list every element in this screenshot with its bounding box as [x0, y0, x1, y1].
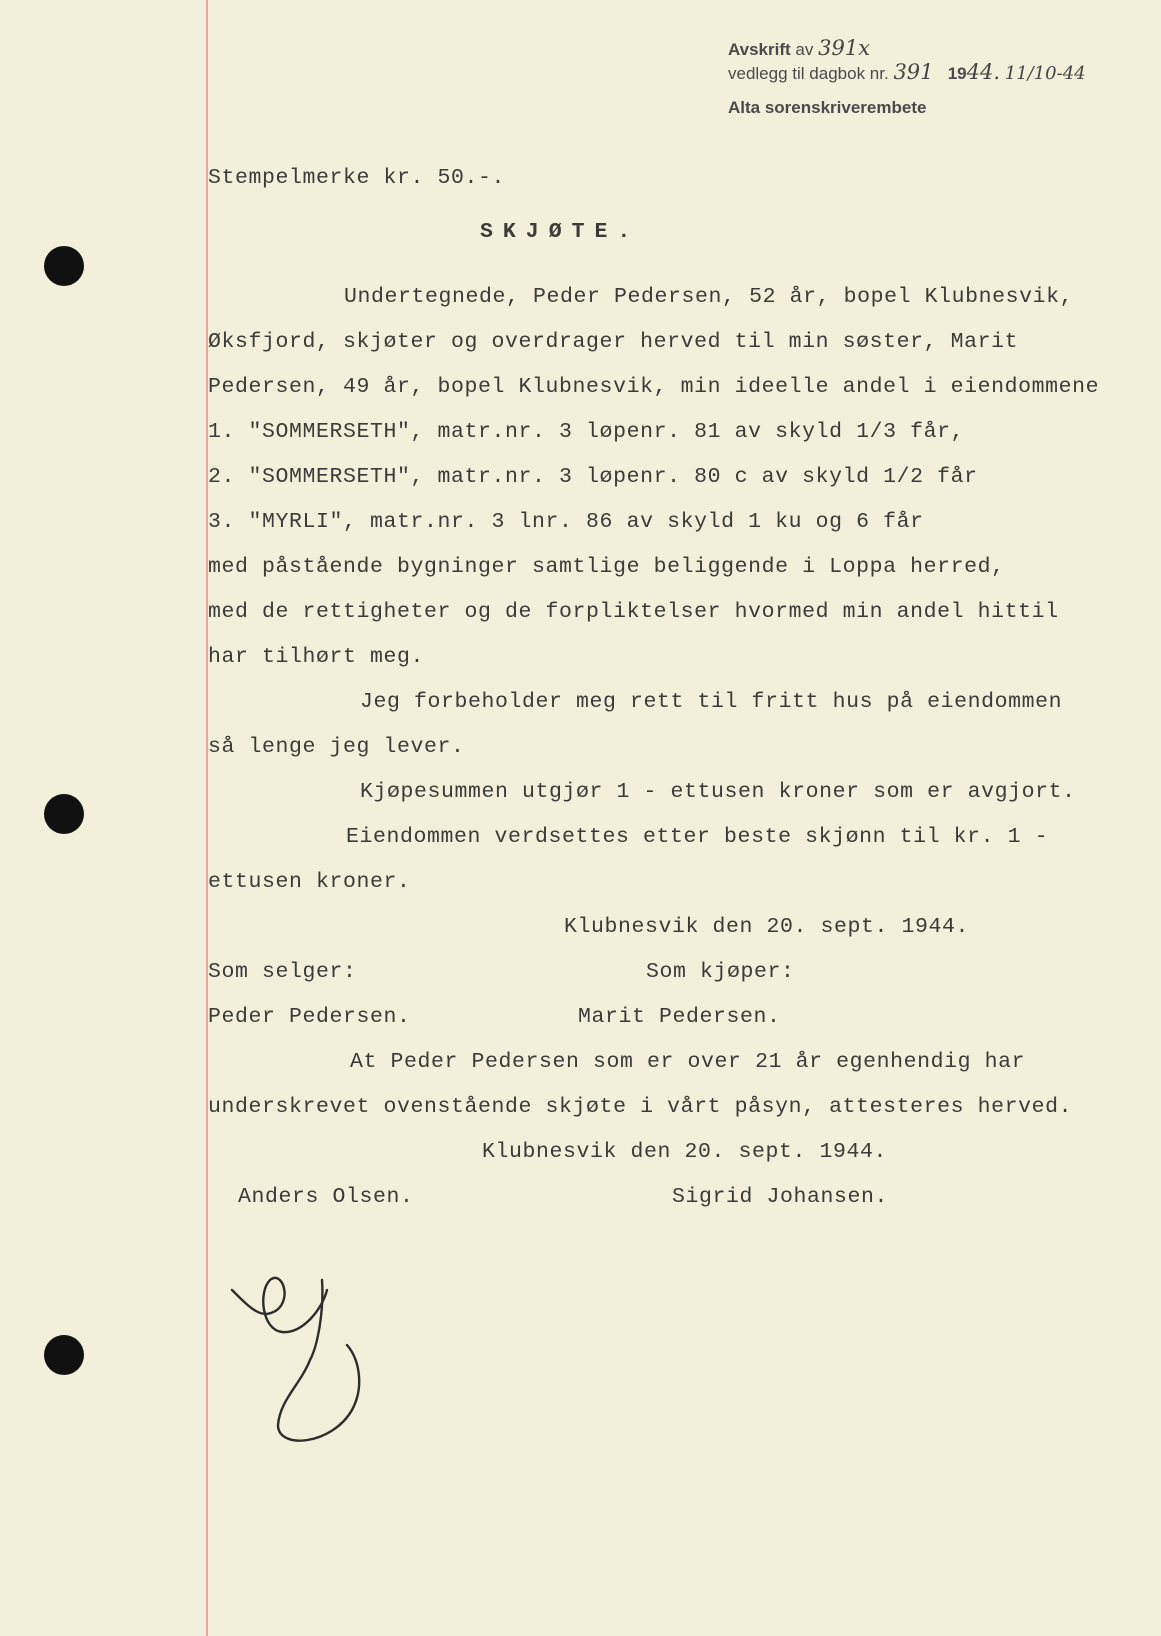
body-line: 1. "SOMMERSETH", matr.nr. 3 løpenr. 81 av skyld 1/3 får, [208, 420, 965, 444]
stamp-line-2 [728, 60, 1086, 84]
handwritten-initials [222, 1250, 382, 1450]
buyer-label: Som kjøper: [646, 960, 795, 984]
stamp-avskrift: Avskrift [728, 40, 791, 59]
stamp-dagbok-value: 391 [893, 60, 934, 84]
witness-2: Sigrid Johansen. [672, 1185, 889, 1209]
body-line: Øksfjord, skjøter og overdrager herved til min søster, Marit [208, 330, 1019, 354]
stamp-dagbok: dagbok nr. [809, 64, 889, 83]
body-line: 3. "MYRLI", matr.nr. 3 lnr. 86 av skyld 1 ku og 6 får [208, 510, 924, 534]
stamp-year-value: 44. [966, 60, 1001, 84]
stamp-line-1 [728, 36, 870, 60]
seller-label: Som selger: [208, 960, 357, 984]
body-line: så lenge jeg lever. [208, 735, 465, 759]
attest-line: At Peder Pedersen som er over 21 år egenhendig har [350, 1050, 1026, 1074]
body-line: med påstående bygninger samtlige beliggende i Loppa herred, [208, 555, 1005, 579]
stamp-fee: Stempelmerke kr. 50.-. [208, 166, 506, 190]
body-line: har tilhørt meg. [208, 645, 425, 669]
seller-name: Peder Pedersen. [208, 1005, 411, 1029]
stamp-year-prefix: 19 [947, 64, 967, 83]
body-line: Jeg forbeholder meg rett til fritt hus på eiendommen [360, 690, 1063, 714]
punch-hole-top [44, 246, 84, 286]
attest-line: underskrevet ovenstående skjøte i vårt påsyn, attesteres herved. [208, 1095, 1073, 1119]
stamp-av-value: 391x [818, 36, 871, 60]
punch-hole-middle [44, 794, 84, 834]
body-line: 2. "SOMMERSETH", matr.nr. 3 løpenr. 80 c av skyld 1/2 får [208, 465, 978, 489]
witness-1: Anders Olsen. [238, 1185, 414, 1209]
body-line: Undertegnede, Peder Pedersen, 52 år, bopel Klubnesvik, [344, 285, 1074, 309]
punch-hole-bottom [44, 1335, 84, 1375]
buyer-name: Marit Pedersen. [578, 1005, 781, 1029]
stamp-date-hand: 11/10-44 [1004, 63, 1086, 84]
attest-place-date: Klubnesvik den 20. sept. 1944. [482, 1140, 888, 1164]
stamp-av: av [795, 40, 814, 59]
body-line: Pedersen, 49 år, bopel Klubnesvik, min ideelle andel i eiendommene [208, 375, 1100, 399]
margin-rule [206, 0, 208, 1636]
body-line: Kjøpesummen utgjør 1 - ettusen kroner som er avgjort. [360, 780, 1076, 804]
stamp-vedlegg: vedlegg til [728, 64, 805, 83]
stamp-office: Alta sorenskriverembete [728, 98, 927, 117]
body-line: med de rettigheter og de forpliktelser hvormed min andel hittil [208, 600, 1059, 624]
document-title: SKJØTE. [480, 220, 641, 244]
body-line: ettusen kroner. [208, 870, 411, 894]
place-date: Klubnesvik den 20. sept. 1944. [564, 915, 970, 939]
body-line: Eiendommen verdsettes etter beste skjønn til kr. 1 - [346, 825, 1049, 849]
